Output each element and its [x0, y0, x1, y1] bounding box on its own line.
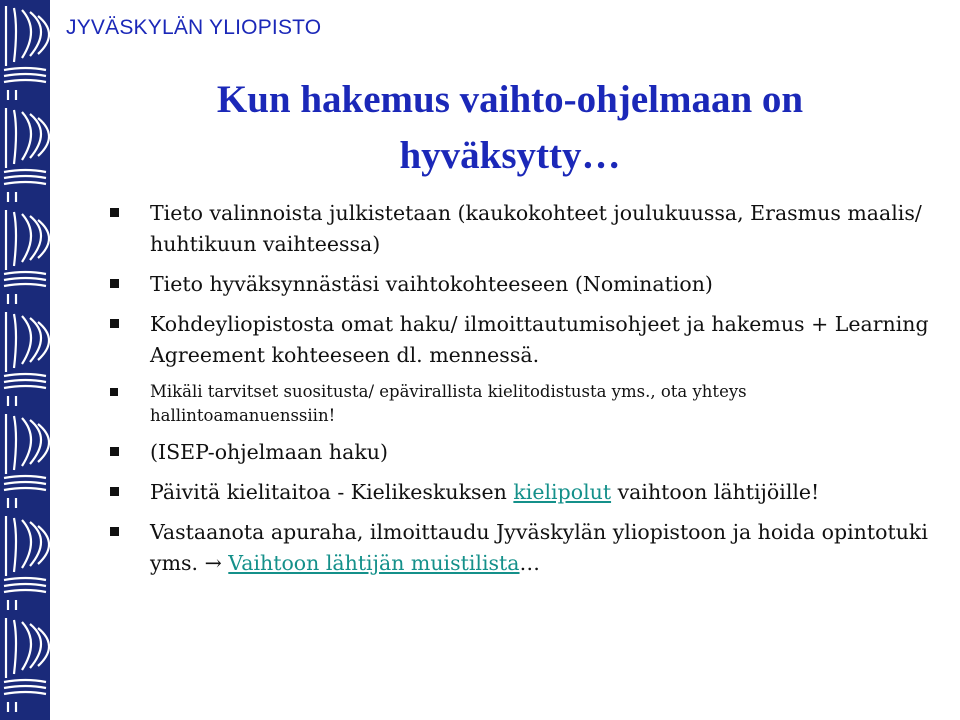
- slide-title-line-2: hyväksytty…: [399, 134, 621, 177]
- kielipolut-link[interactable]: kielipolut: [513, 480, 612, 504]
- flame-pattern-icon: [0, 0, 50, 720]
- bullet-item-isep: [110, 437, 930, 468]
- slide-title-line-1: Kun hakemus vaihto-ohjelmaan on: [216, 78, 804, 121]
- square-bullet-icon: [110, 447, 119, 456]
- bullet-item-selection-info: [110, 198, 930, 260]
- bullet-text: Tieto valinnoista julkistetaan (kaukokohteet joulukuussa, Erasmus maalis/ huhtikuun vaihteessa): [150, 201, 922, 256]
- bullet-text-after: …: [519, 551, 541, 575]
- checklist-link[interactable]: Vaihtoon lähtijän muistilista: [228, 551, 520, 575]
- bullet-text-after: vaihtoon lähtijöille!: [611, 480, 820, 504]
- bullet-text-before: Päivitä kielitaitoa - Kielikeskuksen: [150, 480, 514, 504]
- bullet-item-grant: [110, 517, 930, 579]
- bullet-item-recommendation: [110, 380, 930, 428]
- slide-title: [120, 72, 900, 184]
- decorative-side-strip: [0, 0, 50, 720]
- bullet-text: Tieto hyväksynnästäsi vaihtokohteeseen (Nomination): [150, 272, 713, 296]
- bullet-text: Mikäli tarvitset suositusta/ epävirallista kielitodistusta yms., ota yhteys hallintoamanuenssiin!: [150, 382, 747, 425]
- bullet-item-host-application: [110, 309, 930, 371]
- bullet-list: [110, 198, 930, 588]
- square-bullet-icon: [110, 527, 119, 536]
- square-bullet-icon: [110, 388, 118, 396]
- arrow-right-icon: →: [204, 551, 222, 575]
- bullet-item-nomination: [110, 269, 930, 300]
- square-bullet-icon: [110, 319, 119, 328]
- university-logo-text: JYVÄSKYLÄN YLIOPISTO: [66, 16, 322, 39]
- bullet-text-before: Vastaanota apuraha, ilmoittaudu Jyväskylän yliopistoon ja hoida opintotuki yms.: [150, 520, 928, 575]
- bullet-item-language-skills: [110, 477, 930, 508]
- square-bullet-icon: [110, 487, 119, 496]
- bullet-text: Kohdeyliopistosta omat haku/ ilmoittautumisohjeet ja hakemus + Learning Agreement kohteeseen dl. mennessä.: [150, 312, 929, 367]
- square-bullet-icon: [110, 279, 119, 288]
- square-bullet-icon: [110, 208, 119, 217]
- bullet-text: (ISEP-ohjelmaan haku): [150, 440, 388, 464]
